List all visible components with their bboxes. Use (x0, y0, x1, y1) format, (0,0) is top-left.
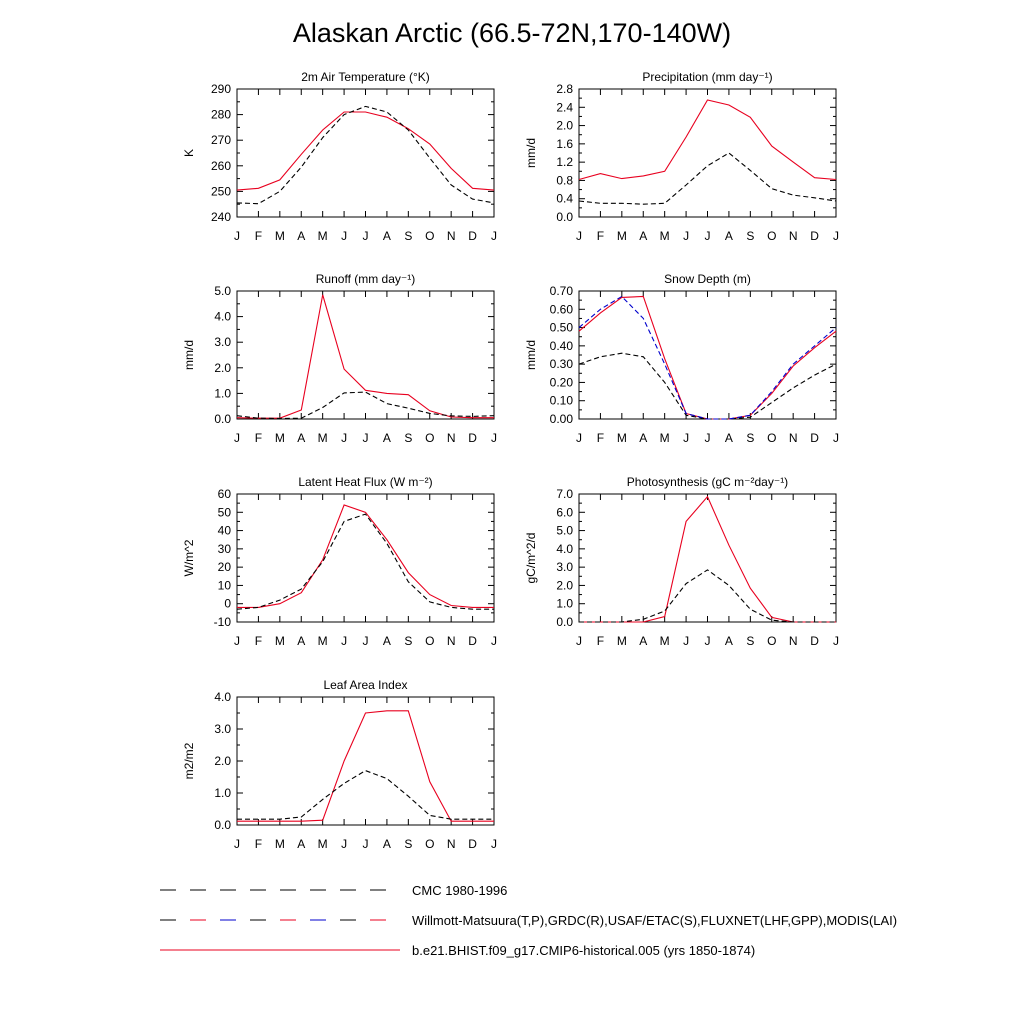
y-tick-label: 1.6 (556, 136, 573, 151)
x-tick-label: A (297, 431, 306, 445)
x-tick-label: D (468, 229, 477, 243)
x-tick-label: J (576, 431, 582, 445)
y-tick-label: 3.0 (214, 722, 231, 736)
y-tick-label: 0 (224, 596, 231, 611)
y-axis-label: mm/d (524, 138, 538, 168)
x-tick-label: J (341, 431, 348, 445)
series-line-model (237, 711, 494, 821)
x-tick-label: J (362, 229, 369, 243)
x-tick-label: J (341, 634, 348, 648)
x-tick-label: J (491, 634, 497, 648)
x-tick-label: J (683, 634, 690, 648)
series-line-obs (579, 570, 836, 622)
y-tick-label: -10 (213, 615, 231, 629)
y-axis-label: gC/m^2/d (524, 532, 538, 584)
y-tick-label: 40 (217, 523, 231, 538)
y-tick-label: 0.10 (549, 393, 573, 408)
plot-frame (237, 291, 494, 419)
y-tick-label: 250 (210, 184, 231, 199)
x-tick-label: M (659, 229, 670, 243)
series-line-obs2 (579, 297, 836, 420)
figure-title: Alaskan Arctic (66.5-72N,170-140W) (292, 18, 732, 48)
x-tick-label: J (833, 634, 839, 648)
panel-title: Latent Heat Flux (W m⁻²) (298, 475, 433, 489)
x-tick-label: A (382, 837, 391, 851)
y-tick-label: 1.2 (556, 155, 573, 170)
x-tick-label: O (425, 634, 435, 648)
y-tick-label: 0.30 (549, 357, 573, 372)
series-line-obs (237, 106, 494, 203)
y-tick-label: 290 (210, 82, 231, 96)
x-tick-label: S (404, 634, 413, 648)
x-tick-label: A (724, 634, 733, 648)
x-tick-label: A (297, 634, 306, 648)
x-tick-label: D (810, 634, 819, 648)
plot-frame (237, 89, 494, 217)
panel-title: Precipitation (mm day⁻¹) (642, 70, 773, 84)
chart-panel-7 (182, 678, 497, 851)
x-tick-label: N (788, 229, 798, 243)
x-tick-label: J (234, 837, 240, 851)
x-tick-label: N (788, 431, 798, 445)
y-tick-label: 2.0 (214, 360, 231, 375)
x-tick-label: F (596, 634, 605, 648)
series-line-model (237, 112, 494, 190)
x-tick-label: A (724, 229, 733, 243)
y-tick-label: 7.0 (556, 487, 573, 501)
y-tick-label: 260 (210, 158, 231, 173)
y-tick-label: 0.50 (549, 320, 573, 335)
x-tick-label: S (746, 229, 755, 243)
panel-title: Snow Depth (m) (664, 272, 751, 286)
legend-label: Willmott-Matsuura(T,P),GRDC(R),USAF/ETAC(S),FLUXNET(LHF,GPP),MODIS(LAI) (412, 913, 898, 928)
y-axis-label: W/m^2 (182, 539, 196, 577)
y-tick-label: 1.0 (214, 786, 231, 800)
y-tick-label: 10 (217, 578, 231, 593)
x-tick-label: M (317, 431, 328, 445)
x-tick-label: M (659, 431, 670, 445)
x-tick-label: J (491, 837, 497, 851)
y-axis-label: mm/d (524, 340, 538, 370)
x-tick-label: M (274, 431, 285, 445)
y-tick-label: 1.0 (556, 596, 573, 611)
x-tick-label: J (491, 431, 497, 445)
x-tick-label: M (616, 431, 627, 445)
plot-frame (237, 697, 494, 825)
y-tick-label: 4.0 (556, 541, 573, 556)
x-tick-label: F (254, 837, 263, 851)
panel-title: Runoff (mm day⁻¹) (315, 272, 416, 286)
x-tick-label: N (446, 229, 456, 243)
x-tick-label: O (767, 431, 777, 445)
x-tick-label: D (468, 837, 477, 851)
x-tick-label: A (382, 634, 391, 648)
x-tick-label: J (704, 431, 711, 445)
plot-frame (237, 494, 494, 622)
x-tick-label: A (382, 229, 391, 243)
y-tick-label: 0.60 (549, 302, 573, 317)
x-tick-label: O (425, 431, 435, 445)
x-tick-label: D (810, 229, 819, 243)
chart-panel-2 (524, 70, 839, 243)
y-tick-label: 0.40 (549, 338, 573, 353)
x-tick-label: J (833, 229, 839, 243)
y-tick-label: 0.0 (214, 412, 231, 426)
x-tick-label: A (382, 431, 391, 445)
x-tick-label: N (446, 431, 456, 445)
y-tick-label: 2.0 (556, 578, 573, 593)
y-tick-label: 5.0 (556, 523, 573, 538)
x-tick-label: J (362, 634, 369, 648)
x-tick-label: M (659, 634, 670, 648)
y-tick-label: 30 (217, 541, 231, 556)
x-tick-label: D (810, 431, 819, 445)
x-tick-label: A (297, 837, 306, 851)
x-tick-label: S (746, 634, 755, 648)
x-tick-label: D (468, 634, 477, 648)
series-line-model (237, 505, 494, 607)
x-tick-label: S (404, 431, 413, 445)
x-tick-label: J (234, 634, 240, 648)
y-tick-label: 0.0 (214, 818, 231, 832)
x-tick-label: F (254, 634, 263, 648)
x-tick-label: J (704, 229, 711, 243)
x-tick-label: F (254, 229, 263, 243)
x-tick-label: A (639, 431, 648, 445)
panel-title: Photosynthesis (gC m⁻²day⁻¹) (626, 475, 789, 489)
panel-title: Leaf Area Index (323, 678, 408, 692)
legend-label: b.e21.BHIST.f09_g17.CMIP6-historical.005 (yrs 1850-1874) (412, 943, 756, 958)
y-tick-label: 0.0 (556, 210, 573, 224)
y-tick-label: 270 (210, 133, 231, 148)
x-tick-label: J (362, 837, 369, 851)
chart-panel-1 (182, 70, 497, 243)
chart-panel-5 (182, 475, 497, 648)
plot-frame (579, 494, 836, 622)
y-tick-label: 3.0 (556, 560, 573, 575)
y-tick-label: 3.0 (214, 335, 231, 350)
x-tick-label: M (274, 837, 285, 851)
y-tick-label: 0.00 (549, 412, 573, 426)
series-line-obs (237, 771, 494, 820)
y-tick-label: 0.8 (556, 173, 573, 188)
x-tick-label: J (491, 229, 497, 243)
series-line-model (579, 497, 836, 622)
legend (160, 883, 897, 958)
x-tick-label: M (616, 229, 627, 243)
y-tick-label: 0.20 (549, 375, 573, 390)
y-tick-label: 2.0 (556, 118, 573, 133)
x-tick-label: J (362, 431, 369, 445)
x-tick-label: S (404, 837, 413, 851)
series-line-model (579, 100, 836, 180)
series-line-obs (579, 153, 836, 204)
x-tick-label: J (341, 229, 348, 243)
legend-label: CMC 1980-1996 (412, 883, 508, 898)
y-tick-label: 0.70 (549, 284, 573, 298)
plot-frame (579, 291, 836, 419)
y-tick-label: 4.0 (214, 690, 231, 704)
plot-frame (579, 89, 836, 217)
y-tick-label: 280 (210, 107, 231, 122)
x-tick-label: S (404, 229, 413, 243)
y-tick-label: 2.0 (214, 754, 231, 768)
y-tick-label: 20 (217, 560, 231, 575)
x-tick-label: J (683, 229, 690, 243)
x-tick-label: N (446, 837, 456, 851)
x-tick-label: J (234, 431, 240, 445)
x-tick-label: A (724, 431, 733, 445)
y-tick-label: 2.4 (556, 100, 573, 115)
panel-title: 2m Air Temperature (°K) (301, 70, 430, 84)
y-tick-label: 4.0 (214, 309, 231, 324)
x-tick-label: J (234, 229, 240, 243)
x-tick-label: J (576, 229, 582, 243)
x-tick-label: J (576, 634, 582, 648)
y-tick-label: 240 (210, 210, 231, 224)
y-axis-label: K (182, 148, 196, 158)
x-tick-label: M (317, 229, 328, 243)
x-tick-label: M (616, 634, 627, 648)
y-tick-label: 0.4 (556, 191, 573, 206)
chart-panel-6 (524, 475, 839, 648)
x-tick-label: M (274, 634, 285, 648)
chart-panel-4 (524, 272, 839, 445)
x-tick-label: M (274, 229, 285, 243)
y-tick-label: 5.0 (214, 284, 231, 298)
y-tick-label: 0.0 (556, 615, 573, 629)
x-tick-label: A (639, 229, 648, 243)
x-tick-label: A (297, 229, 306, 243)
x-tick-label: O (767, 229, 777, 243)
y-axis-label: m2/m2 (182, 742, 196, 780)
y-tick-label: 1.0 (214, 386, 231, 401)
y-tick-label: 50 (217, 505, 231, 520)
y-tick-label: 2.8 (556, 82, 573, 96)
x-tick-label: F (254, 431, 263, 445)
x-tick-label: O (767, 634, 777, 648)
y-tick-label: 6.0 (556, 505, 573, 520)
x-tick-label: O (425, 229, 435, 243)
x-tick-label: F (596, 431, 605, 445)
x-tick-label: D (468, 431, 477, 445)
x-tick-label: J (833, 431, 839, 445)
x-tick-label: S (746, 431, 755, 445)
x-tick-label: J (341, 837, 348, 851)
x-tick-label: M (317, 634, 328, 648)
chart-panel-3 (182, 272, 497, 445)
x-tick-label: N (446, 634, 456, 648)
x-tick-label: J (704, 634, 711, 648)
x-tick-label: J (683, 431, 690, 445)
y-axis-label: mm/d (182, 340, 196, 370)
series-line-model (237, 295, 494, 418)
series-line-model (579, 297, 836, 420)
x-tick-label: O (425, 837, 435, 851)
x-tick-label: F (596, 229, 605, 243)
x-tick-label: M (317, 837, 328, 851)
series-line-obs (237, 514, 494, 609)
y-tick-label: 60 (217, 487, 231, 501)
x-tick-label: A (639, 634, 648, 648)
x-tick-label: N (788, 634, 798, 648)
